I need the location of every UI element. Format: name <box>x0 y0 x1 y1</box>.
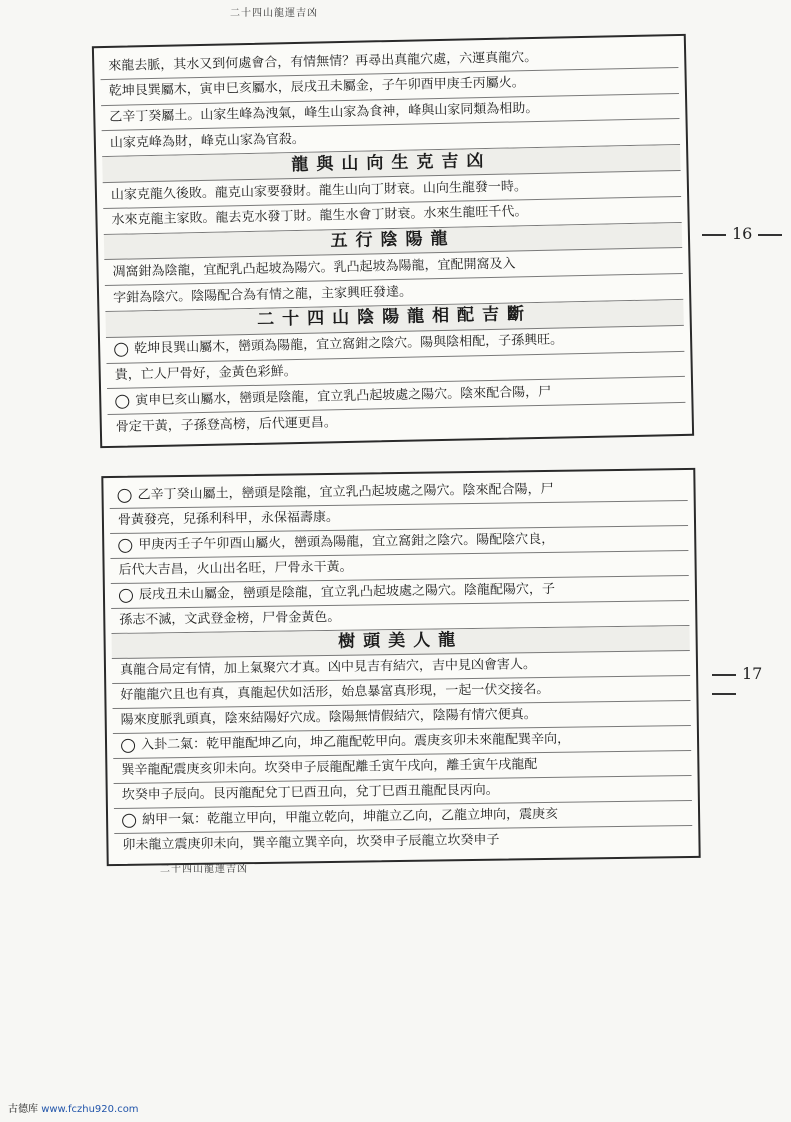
row-text: 甲庚丙壬子午卯酉山屬火，巒頭為陽龍，宜立窩鉗之陰穴。陽配陰穴良， <box>138 532 555 553</box>
site-name: 古德库 <box>8 1104 38 1115</box>
row-text: 乙辛丁癸屬土。山家生峰為洩氣，峰生山家為食神，峰與山家同類為相助。 <box>109 101 539 126</box>
row-text: 二十四山陰陽龍相配吉斷 <box>256 304 533 331</box>
row-text: 真龍合局定有情，加上氣聚穴才真。凶中見吉有結穴，吉中見凶會害人。 <box>119 657 537 679</box>
row-text: 骨黃發亮，兒孫利科甲，永保福壽康。 <box>117 510 340 529</box>
header-top: 二十四山龍運吉凶 <box>230 8 318 19</box>
circle-bullet-icon <box>115 394 129 408</box>
row-text: 水來克龍主家敗。龍去克水發丁財。龍生水會丁財衰。水來生龍旺千代。 <box>111 204 528 229</box>
site-footer <box>8 1100 139 1115</box>
row-text: 納甲一氣：乾龍立甲向，甲龍立乾向，坤龍立乙向，乙龍立坤向，震庚亥 <box>142 806 559 828</box>
page-number-17: 17 <box>706 664 791 702</box>
row-text: 孫志不滅，文武登金榜，尸骨金黃色。 <box>119 610 341 629</box>
row-text: 后代大吉昌，火山出名旺，尸骨永干黃。 <box>118 559 353 579</box>
row-text: 辰戌丑未山屬金，巒頭是陰龍，宜立乳凸起坡處之陽穴。陰龍配陽穴，子 <box>138 582 556 603</box>
row-text: 入卦二氣：乾甲龍配坤乙向，坤乙龍配乾甲向。震庚亥卯未來龍配巽辛向， <box>140 731 571 753</box>
row-text: 貴，亡人尸骨好，金黃色彩鮮。 <box>114 364 297 383</box>
row-text: 骨定干黃，子孫登高榜，后代運更昌。 <box>115 414 337 435</box>
header-bottom: 二十四山龍運吉凶 <box>160 864 248 875</box>
site-url[interactable]: www.fczhu920.com <box>41 1104 139 1115</box>
row-text: 山家克龍久後敗。龍克山家要發財。龍生山向丁財衰。山向生龍發一時。 <box>110 178 528 203</box>
row-text: 好龍龍穴且也有真，真龍起伏如活形，始息暴富真形現，一起一伏交接名。 <box>120 682 550 704</box>
circle-bullet-icon <box>119 589 133 603</box>
row-text: 坎癸申子辰向。艮丙龍配兌丁巳酉丑向，兌丁巳酉丑龍配艮丙向。 <box>121 782 499 804</box>
row-text: 樹頭美人龍 <box>338 630 464 652</box>
top-page-panel <box>92 34 694 448</box>
circle-bullet-icon <box>117 489 131 503</box>
page-number-16: 16 <box>696 224 788 243</box>
row-text: 山家克峰為財，峰克山家為官殺。 <box>109 131 306 151</box>
row-text: 陽來度脈乳頭真，陰來結陽好穴成。陰陽無情假結穴，陰陽有情穴便真。 <box>120 707 537 729</box>
row-text: 龍與山向生克吉凶 <box>291 150 492 175</box>
circle-bullet-icon <box>118 539 132 553</box>
circle-bullet-icon <box>121 739 135 753</box>
circle-bullet-icon <box>122 814 136 828</box>
bottom-columns <box>109 476 692 858</box>
row-text: 乾坤艮巽山屬木，巒頭為陽龍，宜立窩鉗之陰穴。陽與陰相配，子孫興旺。 <box>134 332 564 357</box>
row-text: 卯未龍立震庚卯未向，巽辛龍立巽辛向，坎癸申子辰龍立坎癸申子 <box>122 832 500 854</box>
top-columns <box>100 42 686 440</box>
row-text: 來龍去脈，其水又到何處會合，有情無情？再尋出真龍穴處，六運真龍穴。 <box>108 49 538 74</box>
row-text: 字鉗為陰穴。陰陽配合為有情之龍，主家興旺發達。 <box>112 284 413 306</box>
row-text: 巽辛龍配震庚亥卯未向。坎癸申子辰龍配離壬寅午戌向，離壬寅午戌龍配 <box>121 757 538 779</box>
bottom-page-panel <box>101 468 700 866</box>
circle-bullet-icon <box>114 343 128 357</box>
row-text: 凋窩鉗為陰龍，宜配乳凸起坡為陽穴。乳凸起坡為陽龍，宜配開窩及入 <box>112 256 516 280</box>
row-text: 五行陰陽龍 <box>330 228 456 252</box>
row-text: 寅申巳亥山屬水，巒頭是陰龍，宜立乳凸起坡處之陽穴。陰來配合陽，尸 <box>135 384 552 409</box>
row-text: 乙辛丁癸山屬土，巒頭是陰龍，宜立乳凸起坡處之陽穴。陰來配合陽，尸 <box>137 482 554 503</box>
row-text: 乾坤艮巽屬木，寅申巳亥屬水，辰戌丑未屬金，子午卯酉甲庚壬丙屬火。 <box>108 75 525 100</box>
